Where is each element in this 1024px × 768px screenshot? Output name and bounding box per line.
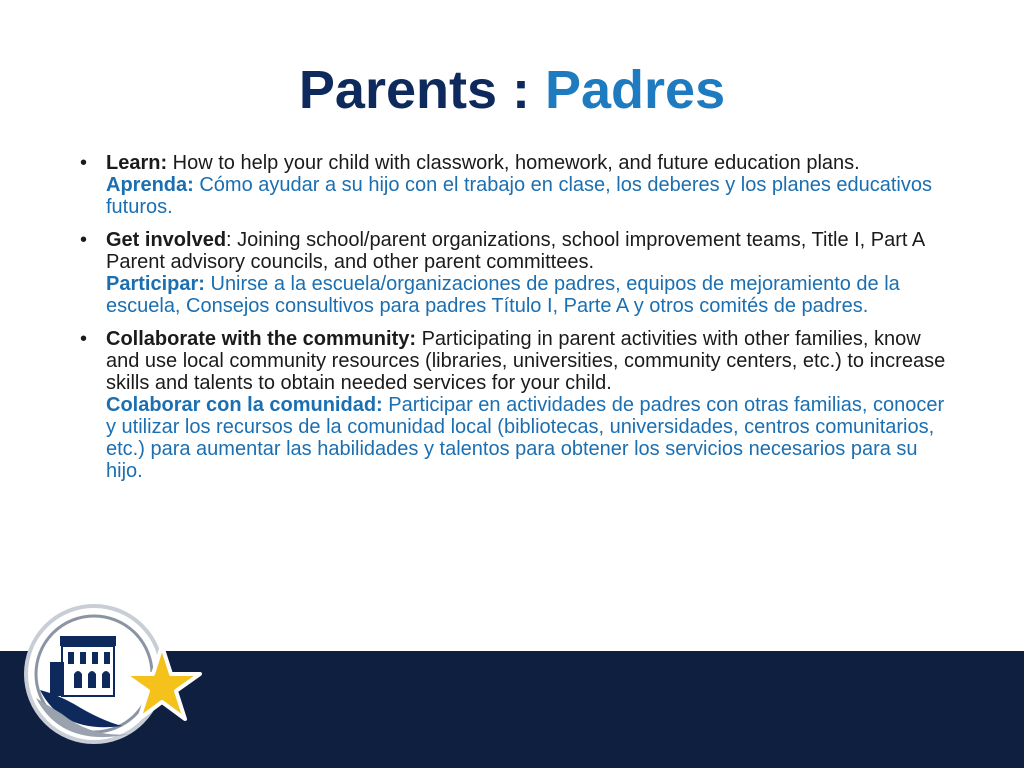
bullet-get-involved bbox=[78, 229, 958, 317]
bullet-collaborate bbox=[78, 328, 958, 482]
bullet-dot: • bbox=[80, 328, 88, 350]
english-text bbox=[106, 229, 958, 273]
spanish-text bbox=[106, 394, 958, 482]
spanish-body: Unirse a la escuela/organizaciones de padres, equipos de mejoramiento de la escuela, Consejos consultivos para padres Título I, Parte A y otros comités de padres. bbox=[106, 273, 900, 317]
english-body: How to help your child with classwork, homework, and future education plans. bbox=[167, 152, 860, 174]
english-text bbox=[106, 152, 958, 174]
english-label: Learn: bbox=[106, 152, 168, 174]
bullet-dot: • bbox=[80, 229, 88, 251]
spanish-body: Cómo ayudar a su hijo con el trabajo en clase, los deberes y los planes educativos futuros. bbox=[106, 174, 932, 218]
spanish-label: Participar: bbox=[106, 273, 205, 295]
english-label: Get involved bbox=[106, 229, 227, 251]
bullet-dot: • bbox=[80, 152, 88, 174]
english-body: : Joining school/parent organizations, school improvement teams, Title I, Part A Parent advisory councils, and other parent committees. bbox=[106, 229, 925, 273]
slide-title bbox=[0, 58, 1024, 122]
bullet-list bbox=[78, 152, 958, 493]
spanish-label: Aprenda: bbox=[106, 174, 194, 196]
english-text bbox=[106, 328, 958, 394]
spanish-text bbox=[106, 174, 958, 218]
spanish-body: Participar en actividades de padres con otras familias, conocer y utilizar los recursos de la comunidad local (bibliotecas, universidades, centros comunitarios, etc.) para aumentar las habilidades y talentos para obtener los servicios necesarios para su hijo. bbox=[106, 394, 945, 482]
bullet-learn bbox=[78, 152, 958, 218]
english-label: Collaborate with the community: bbox=[106, 328, 417, 350]
title-main: Parents : bbox=[298, 60, 545, 120]
school-emblem-icon bbox=[22, 602, 202, 752]
spanish-text bbox=[106, 273, 958, 317]
english-body: Participating in parent activities with other families, know and use local community resources (libraries, universities, community centers, etc.) to increase skills and talents to obtain needed services for your child. bbox=[106, 328, 946, 394]
spanish-label: Colaborar con la comunidad: bbox=[106, 394, 383, 416]
title-accent: Padres bbox=[544, 60, 726, 120]
